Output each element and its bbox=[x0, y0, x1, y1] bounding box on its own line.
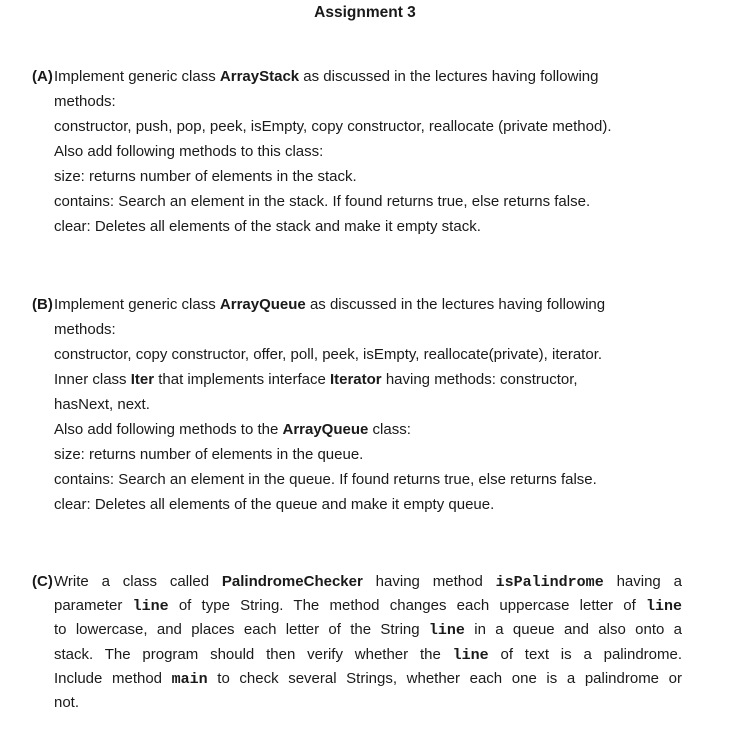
section-a-label: (A) bbox=[32, 68, 53, 85]
section-b-also-text: Also add following methods to the bbox=[54, 421, 283, 438]
section-c-text-2: having method bbox=[362, 573, 496, 590]
section-c-text: Write a class called bbox=[54, 573, 222, 590]
section-c-text-11: to check several Strings, whether each one is a palindrome or bbox=[207, 669, 682, 687]
section-a-class-name: ArrayStack bbox=[219, 68, 300, 85]
section-b-also-text-2: class: bbox=[368, 421, 411, 438]
section-c-line-4 bbox=[54, 643, 682, 667]
section-c-line-6: not. bbox=[54, 694, 80, 712]
section-b-size: size: returns number of elements in the queue. bbox=[54, 446, 364, 463]
section-c-class-name: PalindromeChecker bbox=[221, 573, 363, 590]
assignment-title: Assignment 3 bbox=[314, 4, 416, 21]
section-c-label: (C) bbox=[32, 573, 53, 590]
section-a-methods: constructor, push, pop, peek, isEmpty, copy constructor, reallocate (private method). bbox=[54, 118, 612, 135]
section-b-methods: constructor, copy constructor, offer, poll, peek, isEmpty, reallocate(private), iterator. bbox=[54, 346, 603, 363]
section-a-intro-cont: methods: bbox=[54, 93, 116, 110]
section-c-line-5 bbox=[54, 667, 682, 691]
section-a-intro bbox=[32, 64, 682, 114]
section-c-param-name: line bbox=[132, 598, 169, 616]
section-a-intro-text-2: as discussed in the lectures having following bbox=[299, 68, 599, 85]
section-b-interface-name: Iterator bbox=[329, 371, 382, 388]
section-c-line-1 bbox=[54, 570, 682, 594]
section-b-clear: clear: Deletes all elements of the queue and make it empty queue. bbox=[54, 496, 495, 513]
section-b-inner-text-2: that implements interface bbox=[154, 371, 330, 388]
section-b-intro-text-2: as discussed in the lectures having following bbox=[305, 296, 606, 313]
section-c-text-9: of text is a palindrome. bbox=[488, 645, 683, 663]
section-c bbox=[32, 570, 682, 714]
section-b-inner-text: Inner class bbox=[54, 371, 131, 388]
section-c-line-3 bbox=[54, 618, 682, 642]
section-b-also bbox=[32, 417, 682, 442]
section-a-contains: contains: Search an element in the stack. If found returns true, else returns false. bbox=[54, 193, 591, 210]
section-c-text-5: of type String. The method changes each uppercase letter of bbox=[168, 597, 646, 615]
section-a-intro-text: Implement generic class bbox=[54, 68, 220, 85]
section-a-clear: clear: Deletes all elements of the stack and make it empty stack. bbox=[54, 218, 481, 235]
section-c-param-name-2: line bbox=[645, 598, 682, 616]
section-b-label: (B) bbox=[32, 296, 53, 313]
section-c-line-2 bbox=[54, 594, 682, 618]
section-c-text-6: to lowercase, and places each letter of the String bbox=[54, 621, 429, 639]
section-c-text-7: in a queue and also onto a bbox=[464, 621, 682, 639]
section-b-intro-text: Implement generic class bbox=[54, 296, 220, 313]
section-c-main-name: main bbox=[171, 670, 208, 688]
section-b-inner-cont: hasNext, next. bbox=[54, 396, 150, 413]
section-b-inner-text-3: having methods: constructor, bbox=[381, 371, 578, 388]
section-b-inner-name: Iter bbox=[130, 371, 155, 388]
section-c-text-3: having a bbox=[603, 573, 682, 590]
section-a-size: size: returns number of elements in the stack. bbox=[54, 168, 357, 185]
section-c-text-8: stack. The program should then verify whether the bbox=[54, 645, 453, 663]
section-c-param-name-4: line bbox=[452, 646, 489, 664]
section-b-intro bbox=[32, 292, 682, 342]
section-b-inner-class bbox=[32, 367, 682, 392]
section-b-contains: contains: Search an element in the queue. If found returns true, else returns false. bbox=[54, 471, 597, 488]
section-a-also: Also add following methods to this class: bbox=[54, 143, 324, 160]
section-c-body bbox=[32, 570, 682, 714]
section-c-text-4: parameter bbox=[54, 597, 133, 615]
section-a bbox=[32, 64, 682, 239]
section-b-class-name: ArrayQueue bbox=[219, 296, 306, 313]
section-c-method-name: isPalindrome bbox=[495, 574, 604, 591]
section-b-intro-cont: methods: bbox=[54, 321, 116, 338]
section-c-param-name-3: line bbox=[428, 622, 465, 640]
section-c-text-10: Include method bbox=[54, 669, 172, 687]
section-b bbox=[32, 292, 682, 517]
section-b-also-class-name: ArrayQueue bbox=[282, 421, 369, 438]
